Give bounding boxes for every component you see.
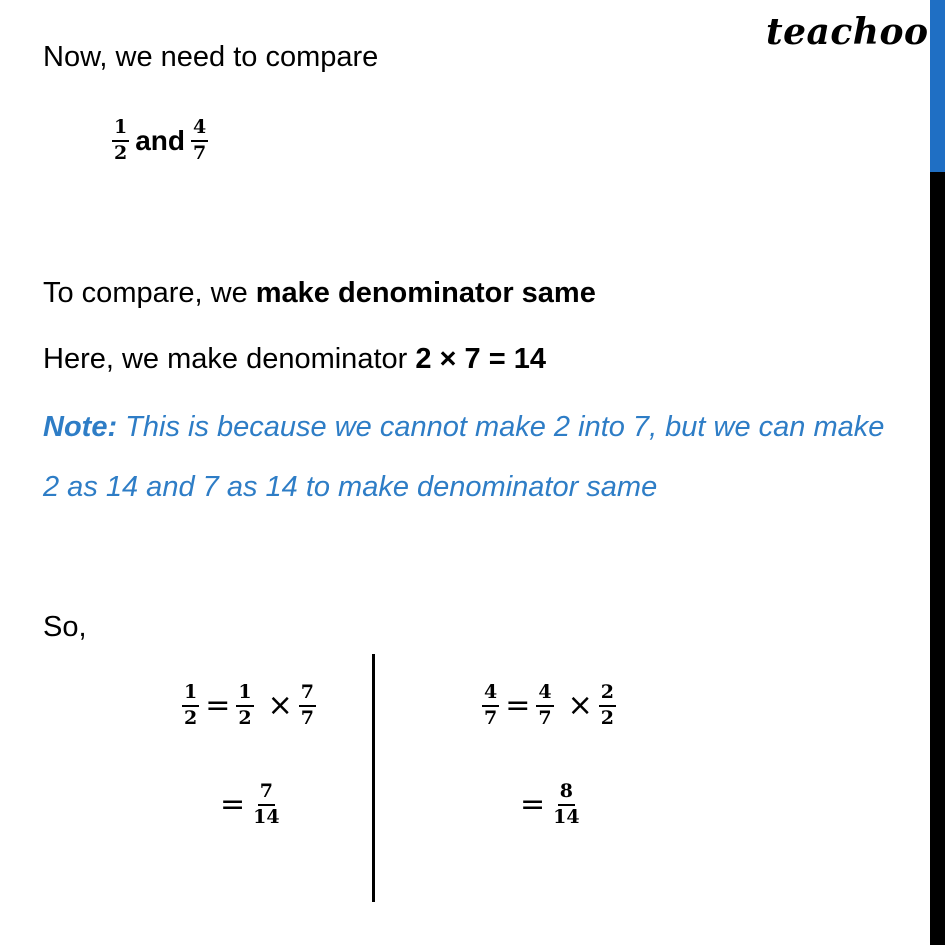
teachoo-logo: teachoo — [766, 11, 929, 53]
column-divider — [372, 654, 375, 902]
fraction: $\frac{4}{7}$ — [193, 116, 207, 164]
times-sign: × — [267, 688, 293, 724]
fraction: $\frac{1}{2}$ — [238, 681, 252, 729]
times-sign: × — [567, 688, 593, 724]
equals-sign: = — [205, 688, 231, 724]
equals-sign: = — [220, 787, 246, 823]
fraction: $\frac{1}{2}$ — [184, 681, 198, 729]
right-result — [514, 782, 582, 828]
note-line-1: Note: This is because we cannot make 2 into 7, but we can make — [43, 411, 885, 443]
fraction: $\frac{1}{2}$ — [114, 116, 128, 164]
equals-sign: = — [505, 688, 531, 724]
fraction: $\frac{7}{7}$ — [300, 681, 314, 729]
compare-fractions — [112, 118, 208, 164]
fraction: $\frac{2}{2}$ — [600, 681, 614, 729]
sidebar-accent — [930, 0, 945, 172]
intro-line: Now, we need to compare — [43, 41, 379, 73]
equals-sign: = — [520, 787, 546, 823]
left-equation — [182, 683, 316, 729]
and-label: and — [135, 124, 186, 156]
left-result — [214, 782, 282, 828]
right-equation — [482, 683, 616, 729]
method-line: To compare, we make denominator same — [43, 277, 596, 309]
so-label: So, — [43, 611, 87, 643]
fraction: $\frac{4}{7}$ — [484, 681, 498, 729]
fraction: $\frac{8}{14}$ — [553, 780, 580, 828]
fraction: $\frac{4}{7}$ — [538, 681, 552, 729]
fraction: $\frac{7}{14}$ — [253, 780, 280, 828]
note-line-2: 2 as 14 and 7 as 14 to make denominator same — [43, 471, 658, 503]
denominator-line: Here, we make denominator 2 × 7 = 14 — [43, 343, 546, 375]
